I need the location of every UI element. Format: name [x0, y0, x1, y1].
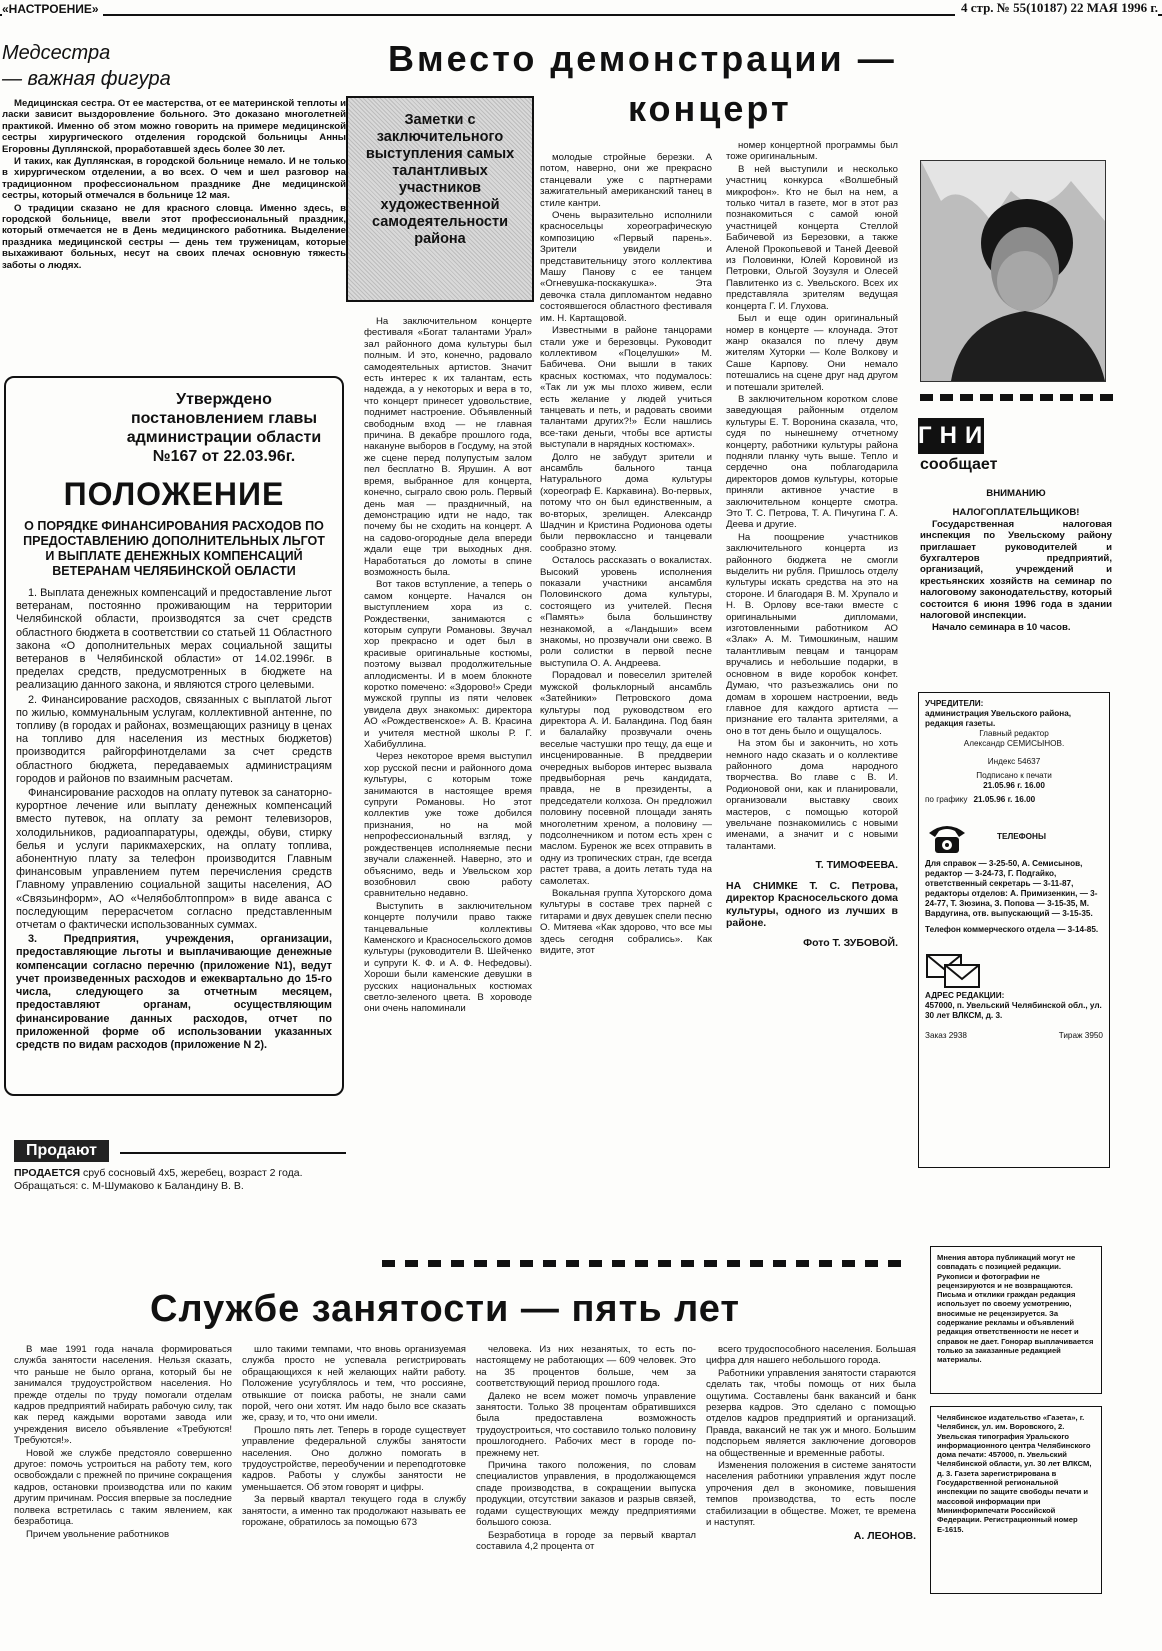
imprint-founders: администрация Увельского района, редакция газеты.	[925, 709, 1072, 728]
nurse-paragraph: И таких, как Дуплянская, в городской больнице немало. И не только в хирургическом отделении, а во всех. О чем и шел разговор на традиционном профессиональном празднике Дне медицинской сестры, который отмечался в больнице 12 мая.	[2, 156, 346, 202]
concert-paragraph: Осталось рассказать о вокалистах. Высокий уровень исполнения показали участники ансамбля Половинского дома культуры, состоящего из учителей. Песня «Память» была большинству незнакомой, а «Ландыши» всем знакомы, но прозвучали они свежо. В роли солистки в первой песне выступила О. А. Андреева.	[540, 555, 712, 669]
nurse-paragraph: Медицинская сестра. От ее мастерства, от ее материнской теплоты и ласки зависит выздоровление больного. Это доказано многолетней практикой. Именно об этом можно говорить на примере медицинской сестры хирургического отделения городской больницы Анны Егоровны Дуплянской, проработавшей здесь более 30 лет.	[2, 98, 346, 155]
imprint-order: Заказ 2938	[925, 1031, 967, 1040]
employment-paragraph: Работники управления занятости стараются сделать так, чтобы помощь от них была ощутима. Составлены банк вакансий и банк резерва кадров. Это сделано с помощью отделов кадров предприятий и организаций. Правда, вакансий не так уж и много. Большим подспорьем является заключение договоров на общественные и временные работы.	[706, 1367, 916, 1459]
employment-paragraph: В мае 1991 года начала формироваться служба занятости населения. Нельзя сказать, что раньше не было органа, который бы не занимался трудоустройством населения. Но прежде отделы по труду помогали отделам кадров предприятий набирать рабочую силу, так как перед каждыми воротами завода или учреждения висело объявление «Требуются! Требуются!».	[14, 1344, 232, 1447]
concert-paragraph: Выступить в заключительном концерте получили право также танцевальные коллективы Каменского и Красносельского домов культуры (руководители В. Шейченко и супруги К. Ф. и А. Ф. Нефедовы). Хороши были каменские девушки в русских национальных костюмах светло-зеленого цвета. В хороводе они очень напоминали	[364, 900, 532, 1015]
concert-paragraph: Известными в районе танцорами стали уже и березовцы. Руководит коллективом «Поцелушки» М. Бабичева. Они вышли в таких красных костюмах, что подумалось: «Так ли уж мы плохо живем, если есть желание у людей учиться танцевать и петь, и радовать своими талантами других?!» Если нашлись все-таки деньги, чтобы все артисты выступали в нарядных костюмах».	[540, 325, 712, 451]
gni-notice	[920, 488, 1112, 635]
imprint-signed-label: Подписано к печати	[976, 771, 1052, 780]
decree-paragraph: 3. Предприятия, учреждения, организации, предоставляющие льготы и выплачивающие денежные компенсации согласно перечню (приложение N1), ведут учет произведенных расходов и ежеквартально до 15-го числа, следующего за отчетным месяцем, предоставляют органам, осуществляющим финансирование данных расходов, отчет по приложенной форме об использовании указанных средств по видам расходов (приложение N 2).	[16, 933, 332, 1051]
employment-title: Службе занятости — пять лет	[150, 1288, 741, 1330]
employment-paragraph: Далеко не всем может помочь управление занятости. Только 38 процентам обратившихся была предоставлена возможность трудоустроиться, что составило только половину прошлогоднего. Рабочих мест в городе по-прежнему нет.	[476, 1390, 696, 1459]
concert-paragraph: Через некоторое время выступил хор русской песни и районного дома культуры, с которым тоже занимаются в настоящее время супруги Романовы. Но этот коллектив уже тоже добился признания, но на мой непрофессиональный взгляд, у рождественцев исполняемые песни звучали слаженней. Наверно, это и объяснимо, ведь и Увельском хор возобновил свою работу сравнительно недавно.	[364, 751, 532, 900]
decree-paragraph: 1. Выплата денежных компенсаций и предоставление льгот ветеранам, постоянно проживающим на территории Челябинской области, производятся за счет средств областного бюджета в соответствии со статьей 11 Областного закона «О дополнительных мерах социальной защиты ветеранов в Челябинской области» от 14.02.1996г. в пределах средств, предусмотренных в бюджете на реализацию данного закона, и являются строго целевыми.	[16, 587, 332, 692]
concert-author: Т. ТИМОФЕЕВА.	[815, 859, 898, 872]
concert-paragraph: На этом бы и закончить, но хоть немного надо сказать и о коллективе районного дома народного творчества. Во главе с В. И. Родионовой они, как и планировали, организовали выставку своих мастеров, с помощью которой увельчане познакомились с новыми именами, а значит и с новыми талантами.	[726, 738, 898, 852]
employment-author: А. ЛЕОНОВ.	[853, 1529, 916, 1542]
gni-attention-2: НАЛОГОПЛАТЕЛЬЩИКОВ!	[952, 507, 1080, 519]
employment-column-1	[14, 1344, 232, 1541]
nurse-title-2: — важная фигура	[2, 68, 171, 90]
concert-paragraph: В ней выступили и несколько участниц конкурса «Волшебный микрофон». Кто не был на нем, а только читал в газете, мог в этот раз познакомиться с самой юной участницей концерта Стеллой Бабичевой из Березовки, а также Аленой Прокопьевой и Таней Деевой из Половинки, Юлей Коровиной из Петровки, Ольгой Зоузуля и Олесей Павлитенко из с. Увельского. Всех их представляла зрителям ведущая концерта Г. И. Глухова.	[726, 163, 898, 312]
concert-paragraph: В заключительном коротком слове заведующая районным отделом культуры Е. Т. Воронина сказала, что, судя по нынешнему отчетному концерту, работники культуры района подняли планку чуть выше. Тепло и сердечно она поблагодарила директоров домов культуры, которые приняли активное участие в заключительном концерте смотра. Это Т. С. Петрова, Т. А. Пичугина Г. А. Деева и другие.	[726, 393, 898, 531]
imprint-schedule-date: 21.05.96 г. 16.00	[973, 795, 1036, 804]
employment-column-4	[706, 1344, 916, 1542]
imprint-index: Индекс 54637	[987, 757, 1041, 766]
decree-paragraph: 2. Финансирование расходов, связанных с выплатой льгот по жилью, коммунальным услугам, коллективной антенне, по топливу (в городах и районах, возмещающих разницу в ценах на топливо для населения из местных бюджетов) производится райгорфинотделами за счет средств областного бюджета, передаваемых администрациям городов и районов по взаимным расчетам.	[16, 693, 332, 785]
concert-column-1	[364, 316, 532, 1016]
sale-rule	[120, 1152, 346, 1154]
concert-paragraph: На заключительном концерте фестиваля «Богат талантами Урал» зал районного дома культуры был полным. И это, конечно, радовало самодеятельных артистов. Значит есть интерес к их талантам, есть надежда, а у некоторых и вера в то, что концерт принесет удовольствие, поднимет настроение. Объявленный свободным вход — не главная причина. В декабре прошлого года, накануне выборов в Госдуму, на этой же сцене перед полупустым залом пел бесплатно В. Ярушин. А вот время, выбранное для концерта, конечно, сыграло свою роль. Первый день мая — праздничный, на демонстрацию идти не надо, так почему бы не сходить на концерт. А на садово-огородные дела впереди ждали еще три выходных дня. Наработаться до ломоты в спине возможность была.	[364, 316, 532, 578]
imprint-phones-label: ТЕЛЕФОНЫ	[997, 832, 1046, 841]
separator-dashes	[382, 1260, 901, 1267]
decree-body	[16, 587, 332, 1052]
employment-paragraph: шло такими темпами, что вновь организуемая служба просто не успевала регистрировать обращающихся к ней желающих найти работу. Положение усугублялось и тем, что россияне, отвыкшие от поиска работы, не знали сами порой, чего они хотят. Им надо было все сказать же, сразу, и то, что они имели.	[242, 1344, 466, 1424]
employment-paragraph: Безработица в городе за первый квартал составила 4,2 процента от	[476, 1529, 696, 1552]
concert-paragraph: молодые стройные березки. А потом, наверно, они же прекрасно станцевали уже с партнерами зажигательный американский танец в стиле кантри.	[540, 152, 712, 209]
employment-paragraph: Причем увольнение работников	[26, 1528, 170, 1540]
separator-dashes	[920, 394, 1113, 401]
concert-lead-box	[346, 96, 534, 302]
concert-paragraph: Очень выразительно исполнили красносельцы хореографическую композицию «Первый парень». Зрители увидели и представительницу этого коллектива Машу Панову с ее танцем «Огневушка-поскакушка». Эта девочка стала дипломантом недавно состоявшегося областного фестиваля им. Н. Картащовой.	[540, 210, 712, 324]
concert-paragraph: Был и еще один оригинальный номер в концерте — клоунада. Этот жанр оказался по плечу двум жителям Хуторки — Коле Волкову и Саше Карпову. Они немало потешались на сцене друг над другом и потешали зрителей.	[726, 313, 898, 393]
imprint-tirage: Тираж 3950	[1058, 1031, 1103, 1040]
imprint-schedule-label: по графику	[925, 795, 968, 804]
employment-paragraph: человека. Из них незанятых, то есть по-настоящему не работающих — 609 человек. Это на 35 процентов больше, чем за соответствующий период прошлого года.	[476, 1344, 696, 1390]
nurse-title-1: Медсестра	[2, 42, 111, 64]
employment-paragraph: Новой же службе предстояло совершенно другое: помочь устроиться на работу тем, кого освобождали с прежней по причине сокращения кадров, остановки производства или по каким другим причинам. Россия впервые за последние полвека встретилась с таким явлением, как безработица.	[14, 1447, 232, 1528]
employment-paragraph: За первый квартал текущего года в службу занятости, а именно так продолжают называть ее горожане, обратилось за помощью 673	[242, 1494, 466, 1529]
concert-paragraph: Долго не забудут зрители и ансамбль бального танца Натурального дома культуры (хореограф Е. Каркавина). Во-первых, потому что он был единственным, а во-вторых, зрелищен. Александр Шадчин и Кристина Родионова одеты были первоклассно и танцевали сообразно этому.	[540, 451, 712, 554]
concert-photo-credit: Фото Т. ЗУБОВОЙ.	[803, 936, 898, 949]
concert-paragraph: Вот таков вступление, а теперь о самом концерте. Начался он выступлением хора из с. Рождественки, занимаются с которым супруги Романовы. Звучал хор прекрасно и одет был в красивые оригинальные костюмы, поэтому вызвал продолжительные аплодисменты. И в моем блокноте коротко помечено: «Здорово!» Среди мужской группы из пяти человек увидела двух знакомых: директора АО «Рождественское» А. В. Красина и учителя местной школы Р. Г. Хабибуллина.	[364, 579, 532, 751]
nurse-body	[2, 98, 346, 272]
gni-text: Государственная налоговая инспекция по Увельскому району приглашает руководителей и бухгалтеров предприятий, организаций, учреждений и крестьянских хозяйств на семинар по налоговому законодательству, который состоится 6 июня 1996 года в здании налоговой инспекции.	[920, 518, 1112, 622]
imprint-commercial: Телефон коммерческого отдела — 3-14-85.	[925, 925, 1099, 934]
sale-ad-text: сруб сосновый 4х5, жеребец, возраст 2 года. Обращаться: с. М-Шумаково к Баландину В. В.	[14, 1167, 303, 1192]
concert-photo-caption: НА СНИМКЕ Т. С. Петрова, директор Красносельского дома культуры, одного из лучших в районе.	[726, 879, 898, 930]
nurse-paragraph: О традиции сказано не для красного словца. Именно здесь, в городской больнице, ввели этот профессиональный праздник, который отмечается не в День медицинского работника. Выделение праздника медицинской сестры — день тем труженицам, которые выхаживают больных, несут на своих плечах основную тяжесть заботы о людях.	[2, 202, 346, 271]
section-name: «НАСТРОЕНИЕ»	[2, 2, 103, 16]
decree-approved: Утверждено постановлением главы администрации области №167 от 22.03.96г.	[126, 391, 322, 465]
sale-heading: Продают	[14, 1140, 109, 1162]
gni-soobshaet: сообщает	[920, 456, 998, 473]
concert-paragraph: На поощрение участников заключительного концерта из районного бюджета не смогли выделить ни рубля. Пришлось отделу культуры искать средства на это на стороне. И благодаря В. М. Хрупало и Н. В. Орлову все-таки вместе с оригинальными дипломами, изготовленными работником АО «Злак» А. М. Тимошкиным, нашим талантливым певцам и танцорам вручались и небольшие подарки, в основном в виде коробок конфет. Думаю, что разъезжались они по домам в хорошем настроении, ведь главное для каждого артиста — признание его таланта зрителями, а оно в тот день было и ощущалось.	[726, 531, 898, 737]
gni-start: Начало семинара в 10 часов.	[932, 622, 1071, 634]
imprint-address: 457000, п. Увельский Челябинской обл., ул. 30 лет ВЛКСМ, д. 3.	[925, 1001, 1102, 1020]
concert-column-3	[726, 140, 898, 949]
gni-logo-text: ГНИ	[918, 418, 984, 454]
employment-paragraph: всего трудоспособного населения. Большая цифра для нашего небольшого города.	[706, 1344, 916, 1367]
employment-paragraph: Прошло пять лет. Теперь в городе существует управление федеральной службы занятости населения. Оно должно помогать в трудоустройстве, переобучении и переподготовке кадров. Работы у службы занятости не уменьшается. Об этом говорят и цифры.	[242, 1424, 466, 1493]
imprint-signed-date: 21.05.96 г. 16.00	[983, 781, 1045, 790]
sale-ad-lead: ПРОДАЕТСЯ	[14, 1167, 81, 1179]
employment-paragraph: Причина такого положения, по словам специалистов управления, в продолжающемся спаде производства, в сокращении выпуска продукции, отсутствии заказов и разрыв связей, годами существующих между предприятиями большого союза.	[476, 1460, 696, 1529]
decree-title: ПОЛОЖЕНИЕ	[63, 476, 285, 512]
concert-title-1: Вместо демонстрации —	[388, 38, 897, 79]
concert-column-2	[540, 152, 712, 957]
concert-paragraph: Вокальная группа Хуторского дома культуры в составе трех парней с гитарами и двух девушек спели песню О. Митяева «Как здорово, что все мы здесь сегодня собрались». Как видите, этот	[540, 888, 712, 957]
imprint-box	[918, 692, 1110, 1168]
employment-column-3	[476, 1344, 696, 1553]
concert-lead-text: Заметки с заключительного выступления самых талантливых участников художественной самодеятельности района	[365, 112, 515, 247]
employment-column-2	[242, 1344, 466, 1530]
sale-ad	[14, 1167, 344, 1192]
disclaimer-box: Мнения автора публикаций могут не совпадать с позицией редакции. Рукописи и фотографии не рецензируются и не возвращаются. Письма и отклики граждан редакция использует по своему усмотрению, вносимые не рецензируется. За содержание рекламы и объявлений редакция ответственности не несет и справок не дает. Гонорар выплачивается только за заказанные редакцией материалы.	[930, 1246, 1102, 1394]
envelope-icon	[925, 951, 983, 989]
gni-attention-1: ВНИМАНИЮ	[986, 488, 1046, 499]
decree-paragraph: Финансирование расходов на оплату путевок за санаторно-курортное лечение или выплату денежных компенсаций вместо путевок, на оплату за ремонт телевизоров, холодильников, радиоаппаратуры, одежды, обуви, стирку белья и услуги парикмахерских, на оплату топлива, абонентную плату за телефон производится Главным финансовым управлением путем перечисления средств Главному управлению социальной защиты населения, АО «Связьинформ», АО «Челябоблтоппром» в виде аванса с последующим перерасчетом согласно представленным отчетам о фактически использованных суммах.	[16, 787, 332, 932]
gni-logo	[918, 418, 991, 454]
concert-paragraph: Порадовал и повеселил зрителей мужской фольклорный ансамбль «Затейники» Петровского дома культуры под руководством его директора А. И. Баландина. Под баян и балалайку прозвучали очень веселые частушки про тещу, да еще и инсценированные. В преддверии очередных выборов интерес вызвала предвыборная речь кандидата, правда, не в президенты, а председатели колхоза. Он предложил половину посевной площади занять многолетним хреном, а половину — подсолнечником и потом есть хрен с маслом. Буренок же всех отправить в одну из тропических стран, где всегда растет трава, а доить летать туда на самолетах.	[540, 670, 712, 887]
concert-paragraph: номер концертной программы был тоже оригинальным.	[726, 140, 898, 163]
imprint-founders-label: УЧРЕДИТЕЛИ:	[925, 699, 984, 708]
publisher-box: Челябинское издательство «Газета», г. Челябинск, ул. им. Воровского, 2. Увельская типография Уральского информационного центра Челябинского дома печати: 457000, п. Увельский Челябинской области, ул. 30 лет ВЛКСМ, д. 3. Газета зарегистрирована в Государственной региональной инспекции по защите свободы печати и массовой информации при Мининформпечати Российской Федерации. Регистрационный номер Е-1615.	[930, 1406, 1102, 1594]
photo-portrait	[920, 160, 1106, 382]
decree-box	[4, 376, 344, 1096]
portrait-silhouette	[921, 161, 1105, 381]
concert-title-2: концерт	[628, 88, 792, 129]
imprint-address-label: АДРЕС РЕДАКЦИИ:	[925, 991, 1005, 1000]
telephone-icon	[925, 819, 969, 855]
imprint-editor-label: Главный редактор	[979, 729, 1049, 738]
decree-subtitle: О ПОРЯДКЕ ФИНАНСИРОВАНИЯ РАСХОДОВ ПО ПРЕДОСТАВЛЕНИЮ ДОПОЛНИТЕЛЬНЫХ ЛЬГОТ И ВЫПЛАТЕ ДЕНЕЖНЫХ КОМПЕНСАЦИЙ ВЕТЕРАНАМ ЧЕЛЯБИНСКОЙ ОБЛАСТИ	[23, 519, 325, 578]
issue-info: 4 стр. № 55(10187) 22 МАЯ 1996 г.	[955, 0, 1158, 16]
imprint-editor: Александр СЕМИСЫНОВ.	[963, 739, 1065, 748]
employment-paragraph: Изменения положения в системе занятости населения работники управления ждут после упрочения дел в экономике, повышения темпов производства, то есть после стабилизации в обществе. Может, те времена и наступят.	[706, 1460, 916, 1529]
imprint-phones: Для справок — 3-25-50, А. Семисынов, редактор — 3-24-73, Г. Подгайко, ответственный секретарь — 3-11-87, редакторы отделов: А. Примизенкин, — 3-24-77, Т. Зюзина, З. Попова — 3-15-35, М. Вардугина, отв. выпускающий — 3-15-35.	[925, 859, 1098, 918]
